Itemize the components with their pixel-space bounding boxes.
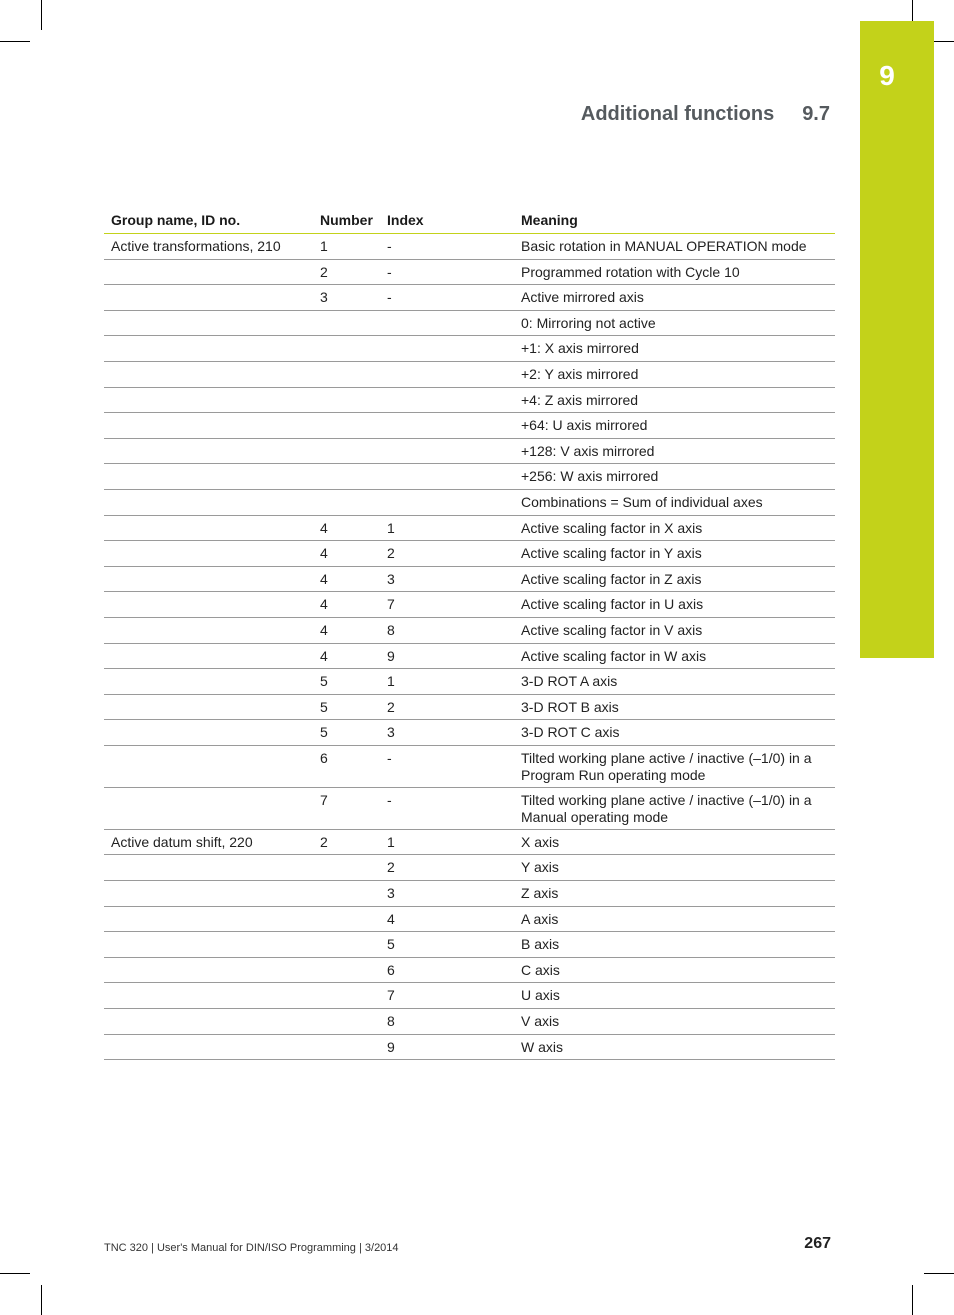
cell-number: 5 xyxy=(320,724,328,741)
table-row xyxy=(104,362,835,388)
footer-text: TNC 320 | User's Manual for DIN/ISO Programming | 3/2014 xyxy=(104,1242,399,1254)
cell-meaning: +4: Z axis mirrored xyxy=(521,391,639,408)
cell-group xyxy=(104,388,313,413)
cell-index: 5 xyxy=(387,936,395,953)
cell-index: - xyxy=(387,749,392,766)
table-row xyxy=(104,439,835,465)
cell-number: 4 xyxy=(320,545,328,562)
page-number: 267 xyxy=(804,1235,831,1252)
cell-index: 3 xyxy=(387,724,395,741)
cell-number xyxy=(313,907,380,932)
table-row xyxy=(104,669,835,695)
cell-number: 4 xyxy=(320,647,328,664)
cell-meaning: X axis xyxy=(521,833,560,850)
cell-number: 6 xyxy=(320,749,328,766)
table-row xyxy=(104,983,835,1009)
cell-meaning: B axis xyxy=(521,936,560,953)
cell-meaning: +1: X axis mirrored xyxy=(521,340,639,357)
cell-number xyxy=(313,958,380,983)
cell-group xyxy=(104,260,313,285)
cell-group xyxy=(104,336,313,361)
table-row xyxy=(104,932,835,958)
cell-meaning: U axis xyxy=(521,987,560,1004)
cell-group xyxy=(104,855,313,880)
cell-meaning: Active scaling factor in U axis xyxy=(521,596,704,613)
cell-index: 6 xyxy=(387,961,395,978)
cell-number: 4 xyxy=(320,621,328,638)
cell-index: 2 xyxy=(387,698,395,715)
table-row xyxy=(104,720,835,746)
cell-meaning: +2: Y axis mirrored xyxy=(521,365,639,382)
cell-meaning: Active scaling factor in V axis xyxy=(521,621,703,638)
table-row xyxy=(104,541,835,567)
chapter-number: 9 xyxy=(879,60,895,91)
cell-group xyxy=(104,285,313,310)
cell-index xyxy=(380,464,514,489)
cell-group xyxy=(104,541,313,566)
crop-mark xyxy=(912,1285,913,1315)
cell-meaning: C axis xyxy=(521,961,560,978)
section-number: 9.7 xyxy=(802,103,830,125)
cell-meaning: Tilted working plane active / inactive (–1/0) in a Manual operating mode xyxy=(521,791,812,825)
cell-number xyxy=(313,983,380,1008)
cell-number: 2 xyxy=(320,263,328,280)
cell-number xyxy=(313,439,380,464)
cell-group xyxy=(104,1009,313,1034)
cell-index: 7 xyxy=(387,987,395,1004)
cell-number: 4 xyxy=(320,519,328,536)
table-row xyxy=(104,592,835,618)
cell-index: 3 xyxy=(387,570,395,587)
header-number: Number xyxy=(320,212,373,228)
variables-table xyxy=(104,208,835,1060)
cell-group: Active transformations, 210 xyxy=(111,238,281,254)
cell-group xyxy=(104,669,313,694)
table-row xyxy=(104,855,835,881)
cell-index: 2 xyxy=(387,859,395,876)
table-row xyxy=(104,567,835,593)
cell-index: - xyxy=(387,263,392,280)
cell-index: 7 xyxy=(387,596,395,613)
cell-group xyxy=(104,311,313,336)
cell-index: 9 xyxy=(387,647,395,664)
cell-meaning: Active scaling factor in W axis xyxy=(521,647,707,664)
cell-index: 8 xyxy=(387,621,395,638)
cell-index: 1 xyxy=(387,833,395,850)
cell-index: 2 xyxy=(387,545,395,562)
cell-index: 9 xyxy=(387,1038,395,1055)
cell-index xyxy=(380,413,514,438)
cell-group xyxy=(104,567,313,592)
table-row xyxy=(104,788,835,830)
cell-group xyxy=(104,592,313,617)
cell-meaning: Z axis xyxy=(521,885,559,902)
cell-meaning: 0: Mirroring not active xyxy=(521,314,656,331)
cell-meaning: 3-D ROT A axis xyxy=(521,673,618,690)
cell-group xyxy=(104,464,313,489)
cell-number xyxy=(313,413,380,438)
cell-index: 4 xyxy=(387,910,395,927)
cell-number: 5 xyxy=(320,673,328,690)
cell-group xyxy=(104,490,313,515)
cell-number xyxy=(313,362,380,387)
table-row xyxy=(104,413,835,439)
cell-number xyxy=(313,464,380,489)
cell-group xyxy=(104,413,313,438)
cell-meaning: Combinations = Sum of individual axes xyxy=(521,493,763,510)
cell-meaning: Basic rotation in MANUAL OPERATION mode xyxy=(521,238,807,254)
table-row xyxy=(104,464,835,490)
cell-meaning: Active scaling factor in Z axis xyxy=(521,570,702,587)
cell-number: 7 xyxy=(320,791,328,808)
cell-number: 5 xyxy=(320,698,328,715)
cell-meaning: W axis xyxy=(521,1038,563,1055)
cell-group xyxy=(104,983,313,1008)
cell-meaning: 3-D ROT B axis xyxy=(521,698,619,715)
crop-mark xyxy=(924,1273,954,1274)
section-title: Additional functions xyxy=(580,103,775,125)
cell-meaning: Active mirrored axis xyxy=(521,289,644,306)
cell-index xyxy=(380,336,514,361)
cell-number xyxy=(313,311,380,336)
cell-group xyxy=(104,746,313,787)
cell-number: 1 xyxy=(320,238,328,254)
cell-index xyxy=(380,439,514,464)
cell-number xyxy=(313,855,380,880)
cell-group xyxy=(104,881,313,906)
cell-meaning: +256: W axis mirrored xyxy=(521,468,659,485)
header-group: Group name, ID no. xyxy=(111,212,241,228)
cell-meaning: V axis xyxy=(521,1013,560,1030)
cell-index: 1 xyxy=(387,519,395,536)
cell-meaning: +64: U axis mirrored xyxy=(521,417,648,434)
table-row xyxy=(104,958,835,984)
chapter-tab xyxy=(860,21,934,658)
table-row xyxy=(104,907,835,933)
header-index: Index xyxy=(387,212,424,228)
cell-meaning: Programmed rotation with Cycle 10 xyxy=(521,263,740,280)
table-row xyxy=(104,311,835,337)
table-row xyxy=(104,1009,835,1035)
table-header xyxy=(104,208,835,234)
cell-group xyxy=(104,618,313,643)
table-row xyxy=(104,516,835,542)
table-row xyxy=(104,260,835,286)
cell-number xyxy=(313,490,380,515)
cell-index: 1 xyxy=(387,673,395,690)
cell-group xyxy=(104,439,313,464)
table-row xyxy=(104,746,835,788)
cell-group: Active datum shift, 220 xyxy=(111,833,253,850)
table-body xyxy=(104,234,835,1060)
cell-group xyxy=(104,932,313,957)
cell-index: - xyxy=(387,238,392,254)
crop-mark xyxy=(0,1273,30,1274)
header-meaning: Meaning xyxy=(521,212,578,228)
cell-meaning: A axis xyxy=(521,910,559,927)
cell-group xyxy=(104,695,313,720)
cell-number xyxy=(313,1035,380,1060)
cell-index: - xyxy=(387,289,392,306)
cell-index: 8 xyxy=(387,1013,395,1030)
crop-mark xyxy=(0,41,30,42)
cell-number: 4 xyxy=(320,596,328,613)
crop-mark xyxy=(41,0,42,30)
cell-group xyxy=(104,362,313,387)
cell-group xyxy=(104,720,313,745)
cell-number xyxy=(313,932,380,957)
cell-number: 3 xyxy=(320,289,328,306)
table-row xyxy=(104,234,835,260)
cell-meaning: +128: V axis mirrored xyxy=(521,442,655,459)
cell-group xyxy=(104,516,313,541)
cell-index: 3 xyxy=(387,885,395,902)
table-row xyxy=(104,1035,835,1061)
table-row xyxy=(104,618,835,644)
table-row xyxy=(104,644,835,670)
cell-index: - xyxy=(387,791,392,808)
cell-meaning: 3-D ROT C axis xyxy=(521,724,620,741)
cell-number xyxy=(313,388,380,413)
cell-group xyxy=(104,644,313,669)
cell-number xyxy=(313,336,380,361)
cell-group xyxy=(104,1035,313,1060)
cell-group xyxy=(104,788,313,829)
cell-number xyxy=(313,1009,380,1034)
cell-group xyxy=(104,958,313,983)
cell-number xyxy=(313,881,380,906)
cell-meaning: Y axis xyxy=(521,859,559,876)
cell-index xyxy=(380,362,514,387)
table-row xyxy=(104,695,835,721)
cell-meaning: Tilted working plane active / inactive (–1/0) in a Program Run operating mode xyxy=(521,749,812,783)
cell-number: 2 xyxy=(320,833,328,850)
cell-meaning: Active scaling factor in X axis xyxy=(521,519,703,536)
section-header xyxy=(581,103,830,126)
cell-group xyxy=(104,907,313,932)
table-row xyxy=(104,830,835,856)
cell-number: 4 xyxy=(320,570,328,587)
table-row xyxy=(104,336,835,362)
crop-mark xyxy=(41,1285,42,1315)
table-row xyxy=(104,388,835,414)
table-row xyxy=(104,490,835,516)
cell-index xyxy=(380,490,514,515)
table-row xyxy=(104,881,835,907)
cell-meaning: Active scaling factor in Y axis xyxy=(521,545,702,562)
table-row xyxy=(104,285,835,311)
cell-index xyxy=(380,311,514,336)
cell-index xyxy=(380,388,514,413)
